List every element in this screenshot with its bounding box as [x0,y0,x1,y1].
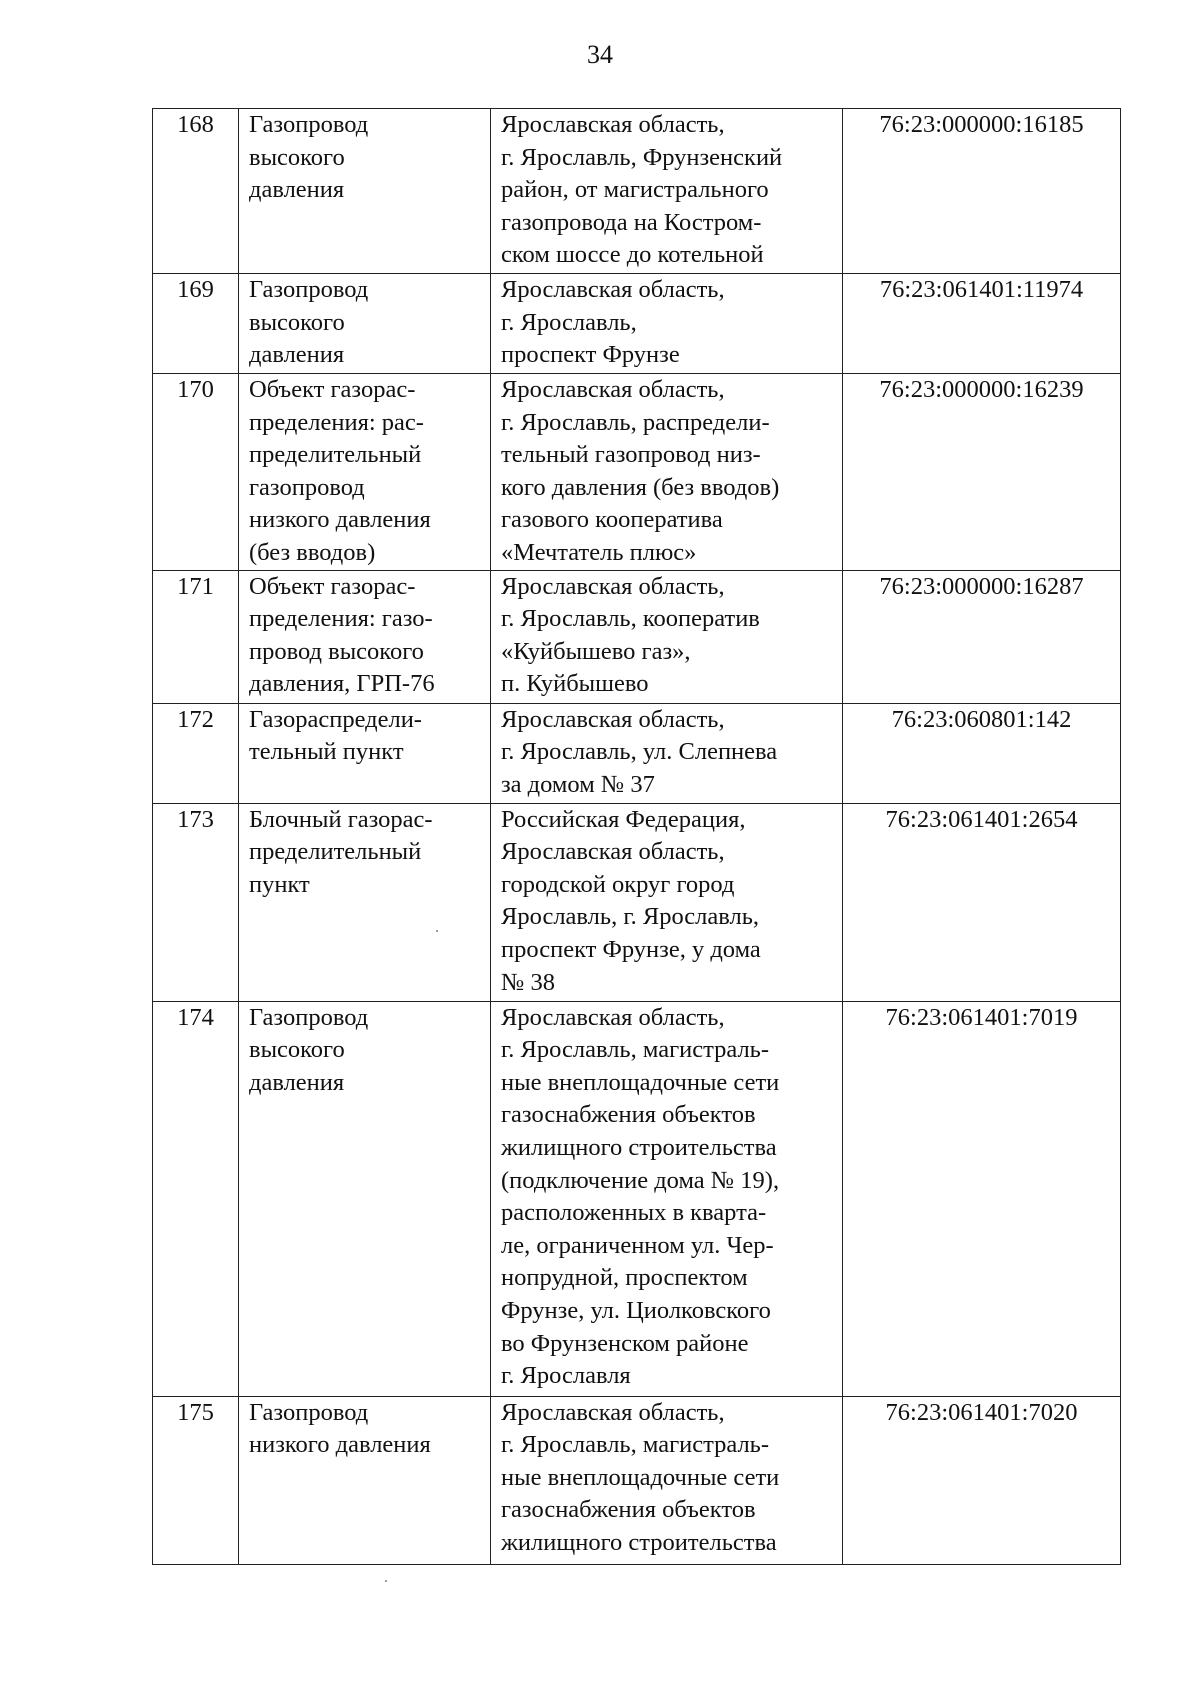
object-name-cell: Блочный газорас- пределительный пункт [239,803,491,1001]
table-row [153,109,1121,274]
row-number-cell: 174 [153,1001,239,1396]
address-cell: Ярославская область, г. Ярославль, проспект Фрунзе [491,274,843,374]
cadastral-number-cell: 76:23:061401:7020 [843,1396,1121,1564]
address-cell: Российская Федерация, Ярославская область, городской округ город Ярославль, г. Ярославль, проспект Фрунзе, у дома № 38 [491,803,843,1001]
row-number-cell: 171 [153,570,239,703]
cadastral-number-cell: 76:23:061401:11974 [843,274,1121,374]
scan-artifact [436,930,438,932]
address-cell: Ярославская область, г. Ярославль, кооператив «Куйбышево газ», п. Куйбышево [491,570,843,703]
cadastral-number-cell: 76:23:060801:142 [843,703,1121,803]
table-row [153,1396,1121,1564]
object-name-cell: Газопровод низкого давления [239,1396,491,1564]
object-name-cell: Газопровод высокого давления [239,1001,491,1396]
gas-facilities-table [152,108,1121,1565]
row-number-cell: 170 [153,374,239,571]
table-row [153,1001,1121,1396]
cadastral-number-cell: 76:23:061401:7019 [843,1001,1121,1396]
row-number-cell: 169 [153,274,239,374]
row-number-cell: 168 [153,109,239,274]
table-row [153,803,1121,1001]
table-row [153,703,1121,803]
object-name-cell: Газораспредели- тельный пункт [239,703,491,803]
table-row [153,274,1121,374]
object-name-cell: Газопровод высокого давления [239,109,491,274]
address-cell: Ярославская область, г. Ярославль, Фрунзенский район, от магистрального газопровода на Костром- ском шоссе до котельной [491,109,843,274]
cadastral-number-cell: 76:23:000000:16287 [843,570,1121,703]
cadastral-number-cell: 76:23:000000:16185 [843,109,1121,274]
address-cell: Ярославская область, г. Ярославль, ул. Слепнева за домом № 37 [491,703,843,803]
address-cell: Ярославская область, г. Ярославль, магистраль- ные внеплощадочные сети газоснабжения объектов жилищного строительства [491,1396,843,1564]
page-number: 34 [587,40,613,69]
cadastral-number-cell: 76:23:061401:2654 [843,803,1121,1001]
address-cell: Ярославская область, г. Ярославль, магистраль- ные внеплощадочные сети газоснабжения объектов жилищного строительства (подключение дома № 19), расположенных в кварта- ле, ограниченном ул. Чер- нопрудной, проспектом Фрунзе, ул. Циолковского во Фрунзенском районе г. Ярославля [491,1001,843,1396]
row-number-cell: 175 [153,1396,239,1564]
table-row [153,374,1121,571]
cadastral-number-cell: 76:23:000000:16239 [843,374,1121,571]
address-cell: Ярославская область, г. Ярославль, распредели- тельный газопровод низ- кого давления (без вводов) газового кооператива «Мечтатель плюс» [491,374,843,571]
object-name-cell: Объект газорас- пределения: газо- провод высокого давления, ГРП-76 [239,570,491,703]
object-name-cell: Объект газорас- пределения: рас- пределительный газопровод низкого давления (без вводов) [239,374,491,571]
scan-artifact [385,1580,387,1582]
table-row [153,570,1121,703]
row-number-cell: 172 [153,703,239,803]
object-name-cell: Газопровод высокого давления [239,274,491,374]
row-number-cell: 173 [153,803,239,1001]
